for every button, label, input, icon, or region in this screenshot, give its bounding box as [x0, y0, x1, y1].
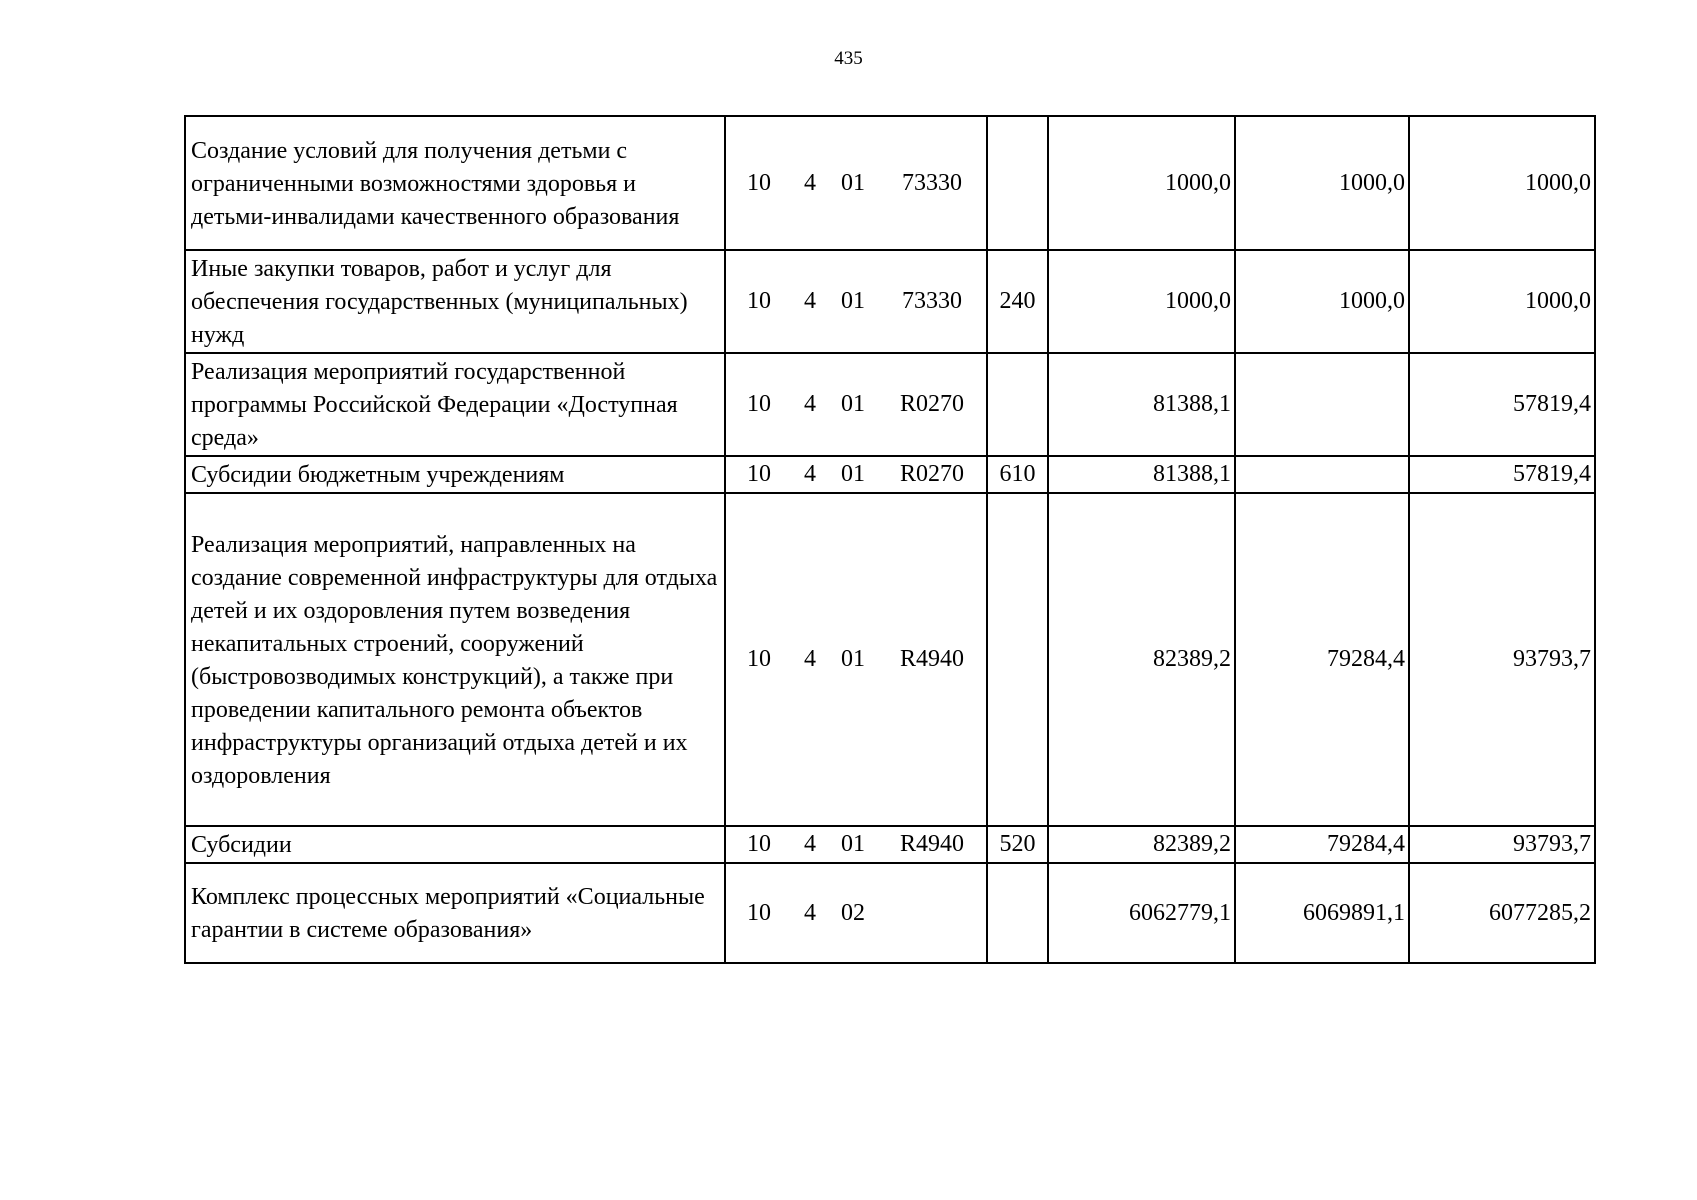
item-code: 73330 — [902, 288, 962, 314]
amount-year-3: 57819,4 — [1409, 353, 1595, 456]
row-name: Комплекс процессных мероприятий «Социальные гарантии в системе образования» — [185, 863, 725, 963]
subsection-code: 4 — [804, 461, 816, 487]
section-code: 10 — [747, 169, 771, 196]
amount-year-1: 1000,0 — [1048, 116, 1235, 250]
table-row — [185, 353, 1595, 456]
item-code: R0270 — [899, 391, 964, 417]
amount-year-1: 6062779,1 — [1048, 863, 1235, 963]
section-code: 10 — [747, 288, 771, 314]
amount-year-3: 57819,4 — [1409, 456, 1595, 493]
expense-type-code: 610 — [987, 456, 1048, 493]
program-code: 01 — [841, 169, 865, 196]
item-code: R4940 — [899, 831, 964, 857]
amount-year-1: 81388,1 — [1048, 353, 1235, 456]
table-row — [185, 863, 1595, 963]
amount-year-2: 6069891,1 — [1235, 863, 1409, 963]
section-code: 10 — [747, 461, 771, 487]
table-row — [185, 826, 1595, 863]
expense-type-code — [987, 863, 1048, 963]
amount-year-2 — [1235, 456, 1409, 493]
item-code: R0270 — [899, 461, 964, 487]
subsection-code: 4 — [804, 646, 816, 672]
expense-type-code: 520 — [987, 826, 1048, 863]
amount-year-1: 82389,2 — [1048, 826, 1235, 863]
amount-year-2: 1000,0 — [1235, 250, 1409, 353]
amount-year-2: 79284,4 — [1235, 493, 1409, 826]
program-code: 01 — [841, 288, 865, 314]
table-row — [185, 250, 1595, 353]
table-row — [185, 116, 1595, 250]
row-codes — [725, 826, 987, 863]
row-codes — [725, 493, 987, 826]
expense-type-code — [987, 116, 1048, 250]
row-name: Создание условий для получения детьми с ограниченными возможностями здоровья и детьми-инвалидами качественного образования — [185, 116, 725, 250]
table-row — [185, 493, 1595, 826]
amount-year-1: 82389,2 — [1048, 493, 1235, 826]
program-code: 02 — [841, 899, 865, 926]
program-code: 01 — [841, 831, 865, 857]
expense-type-code — [987, 353, 1048, 456]
expense-type-code — [987, 493, 1048, 826]
row-name: Реализация мероприятий, направленных на создание современной инфраструктуры для отдыха детей и их оздоровления путем возведения некапитальных строений, сооружений (быстровозводимых конструкций), а также при проведении капитального ремонта объектов инфраструктуры организаций отдыха детей и их оздоровления — [185, 493, 725, 826]
amount-year-3: 1000,0 — [1409, 250, 1595, 353]
amount-year-2 — [1235, 353, 1409, 456]
row-codes — [725, 116, 987, 250]
row-codes — [725, 353, 987, 456]
section-code: 10 — [747, 831, 771, 857]
amount-year-3: 93793,7 — [1409, 493, 1595, 826]
subsection-code: 4 — [804, 831, 816, 857]
budget-table — [184, 115, 1596, 964]
amount-year-1: 1000,0 — [1048, 250, 1235, 353]
program-code: 01 — [841, 646, 865, 672]
subsection-code: 4 — [804, 391, 816, 417]
page-number: 435 — [834, 48, 863, 69]
amount-year-2: 1000,0 — [1235, 116, 1409, 250]
item-code: R4940 — [899, 646, 964, 672]
subsection-code: 4 — [804, 288, 816, 314]
amount-year-3: 93793,7 — [1409, 826, 1595, 863]
subsection-code: 4 — [804, 899, 816, 926]
table-row — [185, 456, 1595, 493]
subsection-code: 4 — [804, 169, 816, 196]
amount-year-3: 6077285,2 — [1409, 863, 1595, 963]
item-code: 73330 — [902, 169, 962, 196]
row-name: Иные закупки товаров, работ и услуг для обеспечения государственных (муниципальных) нужд — [185, 250, 725, 353]
expense-type-code: 240 — [987, 250, 1048, 353]
program-code: 01 — [841, 391, 865, 417]
amount-year-2: 79284,4 — [1235, 826, 1409, 863]
amount-year-3: 1000,0 — [1409, 116, 1595, 250]
program-code: 01 — [841, 461, 865, 487]
amount-year-1: 81388,1 — [1048, 456, 1235, 493]
row-name: Субсидии — [185, 826, 725, 863]
row-name: Субсидии бюджетным учреждениям — [185, 456, 725, 493]
section-code: 10 — [747, 899, 771, 926]
section-code: 10 — [747, 391, 771, 417]
row-name: Реализация мероприятий государственной программы Российской Федерации «Доступная среда» — [185, 353, 725, 456]
row-codes — [725, 863, 987, 963]
section-code: 10 — [747, 646, 771, 672]
row-codes — [725, 250, 987, 353]
row-codes — [725, 456, 987, 493]
